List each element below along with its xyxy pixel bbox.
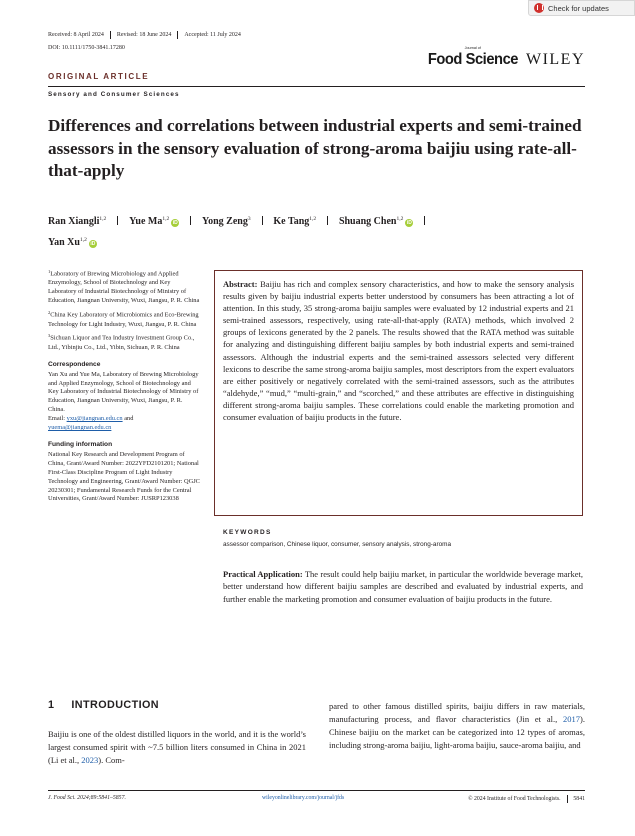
doi: DOI: 10.1111/1750-3841.17280 <box>48 45 125 51</box>
author-affiliation-ref: 1,2 <box>99 216 107 222</box>
publisher-logo: WILEY <box>525 51 585 68</box>
author-separator <box>327 216 328 225</box>
author[interactable] <box>339 210 413 231</box>
author-separator <box>190 216 191 225</box>
article-title: Differences and correlations between industrial experts and semi-trained assessors in the sensory evaluation of strong-aroma baijiu using rate-all-that-apply <box>48 116 582 180</box>
copyright: © 2024 Institute of Food Technologists. <box>468 796 561 802</box>
journal-logo-text: Food Science <box>427 51 518 68</box>
author-name: Shuang Chen <box>338 216 397 227</box>
orcid-icon[interactable]: iD <box>90 241 96 247</box>
funding-text: National Key Research and Development Program of China, Grant/Award Number: 2022YFD2101201; National First-Class Discipline Program of Light Industry Technology and Engineering, Grant/Award Number: QGJC 20230301; Fundamental Research Funds for the Central Universities, Grant/Award Number: JUSRP123038 <box>48 450 200 503</box>
body-text: pared to other famous distilled spirits, baijiu differs in raw materials, manufacturing process, and flavor characteristics (Jin et al., <box>329 701 585 725</box>
journal-logo-prefix: Journal of <box>464 45 481 50</box>
keywords-heading: KEYWORDS <box>223 529 272 536</box>
section-number: 1 <box>48 699 55 711</box>
author-name: Yue Ma <box>129 216 163 227</box>
citation-link[interactable]: 2017 <box>563 714 581 725</box>
revised-date: Revised: 18 June 2024 <box>116 32 172 38</box>
footer-separator <box>567 795 568 803</box>
correspondence-heading: Correspondence <box>48 360 101 368</box>
affiliation-text: Laboratory of Brewing Microbiology and Applied Enzymology, School of Biotechnology and Key Laboratory of Industrial Biotechnology of Ministry of Education, Jiangnan University, Wuxi, Jiangsu, P. R. China <box>48 270 200 305</box>
citation-link[interactable]: 2023 <box>81 755 99 765</box>
abstract-label: Abstract: <box>223 279 258 289</box>
email-conjunction: and <box>124 415 134 423</box>
page-number: 5841 <box>573 796 585 802</box>
author-separator <box>117 216 118 225</box>
orcid-icon[interactable]: iD <box>406 220 412 226</box>
body-text: ). Chinese baijiu on the market can be categorized into 12 types of aromas, including strong-aroma baijiu, light-aroma baijiu, sauce-aroma baijiu, and <box>329 714 585 751</box>
affiliation-number: 2 <box>48 310 51 316</box>
author[interactable] <box>273 210 316 231</box>
affiliation-number: 1 <box>48 269 51 274</box>
sidebar <box>48 268 200 504</box>
orcid-icon[interactable]: iD <box>172 220 178 226</box>
email-label: Email: <box>48 415 66 423</box>
affiliation-text: China Key Laboratory of Microbiomics and Eco-Brewing Technology for Light Industry, Wuxi, Jiangsu, P. R. China <box>48 311 199 328</box>
practical-application-text: The result could help baijiu market, in particular the worldwide beverage market, better understand how different baijiu samples are described and evaluated by industrial experts, and further enable the marketing promotion and consumer evaluation of baijiu products in the future. <box>223 569 583 604</box>
author-list <box>48 210 593 252</box>
email-link[interactable]: yuema@jiangnan.edu.cn <box>48 424 112 432</box>
header-logos <box>420 45 585 68</box>
journal-citation: J. Food Sci. 2024;89:5841–5857. <box>48 795 126 801</box>
abstract-text: Baijiu has rich and complex sensory characteristics, and how to make the sensory analysis results given by baijiu industrial experts better understood by consumers has been attracting a lot of attention. In this study, 35 strong-aroma baijiu samples were evaluated by 12 industrial experts and 21 semi-trained assessors, respectively, using rate-all-that-apply (RATA) methods, which involved 2 groups of lexicons generated by the 2 panels. The results showed that the RATA method was suitable for analyzing and distinguishing different baijiu samples by both industrial experts and semi-trained assessors. Although the industrial experts and the semi-trained assessors selected very different lexicons to describe the same strong-aroma baijiu samples, most descriptors from the expert evaluators are either positively or negatively correlated with the semi-trained assessors, such as the attributes “aldehyde,” “mud,” “multi-grain,” and “scorched,” and these attributes are effective in distinguishing different strong-aroma baijiu samples. These correlations could enable the marketing promotion and consumer evaluation of baijiu products in the future. <box>223 279 575 423</box>
affiliation <box>48 268 200 306</box>
practical-application <box>223 568 583 605</box>
author-name: Yong Zeng <box>202 216 248 227</box>
author[interactable] <box>48 210 106 231</box>
footer-right <box>468 795 585 803</box>
footer-divider <box>48 790 585 791</box>
author[interactable] <box>129 210 179 231</box>
abstract <box>214 270 583 516</box>
email-link[interactable]: yxu@jiangnan.edu.cn <box>66 415 123 423</box>
author-affiliation-ref: 1,2 <box>309 216 317 222</box>
article-dates <box>48 31 241 39</box>
journal-url-link[interactable]: wileyonlinelibrary.com/journal/jfds <box>262 795 345 801</box>
section-heading <box>48 699 159 711</box>
body-text: Baijiu is one of the oldest distilled liquors in the world, and it is the world’s largest consumed spirit with ~7.5 billion liters consumed in China in 2021 (Li et al., <box>48 729 306 765</box>
author-separator <box>424 216 425 225</box>
author[interactable] <box>48 231 97 252</box>
affiliation-text: Sichuan Liquor and Tea Industry Investment Group Co., Ltd., Yibinjiu Co., Ltd., Yibin, Sichuan, P. R. China <box>48 334 195 351</box>
date-separator <box>177 31 178 39</box>
affiliation-number: 3 <box>48 333 51 339</box>
author-affiliation-ref: 3 <box>247 216 251 222</box>
affiliation <box>48 332 200 352</box>
journal-logo <box>427 45 518 68</box>
practical-application-label: Practical Application: <box>223 569 303 579</box>
author-name: Yan Xu <box>48 237 80 248</box>
accepted-date: Accepted: 11 July 2024 <box>184 32 241 38</box>
author-name: Ke Tang <box>273 216 310 227</box>
body-text: ). Com- <box>98 755 125 765</box>
author-affiliation-ref: 1,2 <box>79 237 87 243</box>
check-for-updates-button[interactable] <box>528 0 635 16</box>
affiliation <box>48 309 200 329</box>
author-affiliation-ref: 1,2 <box>162 216 170 222</box>
body-paragraph <box>329 700 585 752</box>
header-divider <box>48 86 585 87</box>
author-separator <box>262 216 263 225</box>
body-paragraph <box>48 728 306 767</box>
section-title: INTRODUCTION <box>71 699 159 711</box>
keywords-text: assessor comparison, Chinese liquor, consumer, sensory analysis, strong-aroma <box>223 541 452 548</box>
author[interactable] <box>202 210 251 231</box>
correspondence-text: Yan Xu and Yue Ma, Laboratory of Brewing Microbiology and Applied Enzymology, School of Biotechnology and Key Laboratory of Industrial Biotechnology of Ministry of Education, Jiangnan University, Wuxi, Jiangsu, P. R. China. <box>48 370 199 414</box>
article-type: ORIGINAL ARTICLE <box>48 72 150 81</box>
funding-heading: Funding information <box>48 441 113 448</box>
check-updates-label: Check for updates <box>548 3 609 13</box>
received-date: Received: 8 April 2024 <box>48 32 104 38</box>
date-separator <box>110 31 111 39</box>
correspondence-email <box>48 415 200 433</box>
check-updates-icon <box>534 3 544 13</box>
author-affiliation-ref: 1,2 <box>396 216 404 222</box>
author-name: Ran Xiangli <box>48 216 100 227</box>
section-name: Sensory and Consumer Sciences <box>48 91 180 98</box>
